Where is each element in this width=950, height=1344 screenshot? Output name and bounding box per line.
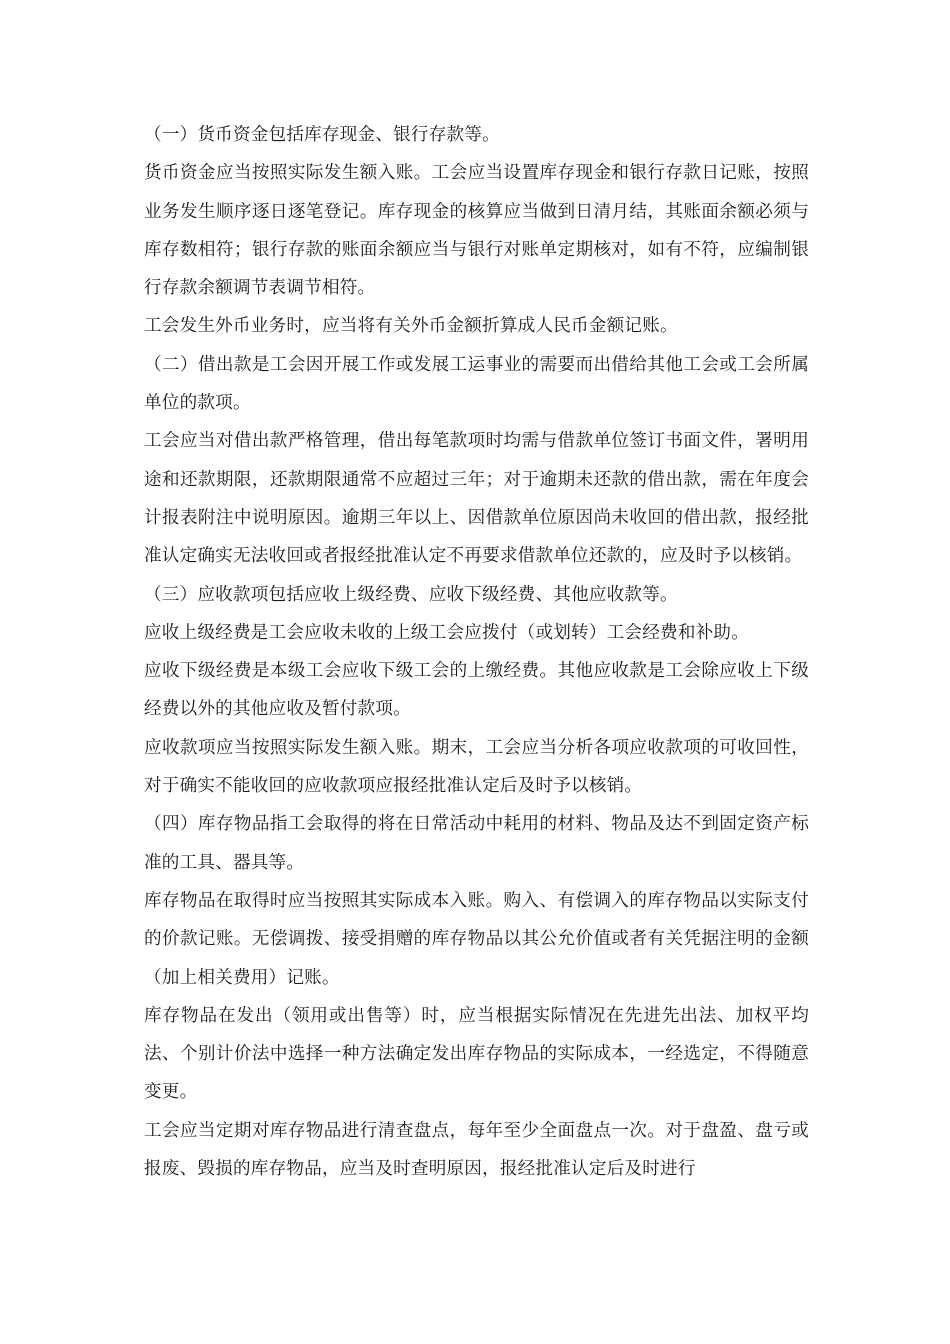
paragraph-receivables-heading: （三）应收款项包括应收上级经费、应收下级经费、其他应收款等。 (144, 584, 678, 605)
paragraph-inventory-heading: （四）库存物品指工会取得的将在日常活动中耗用的材料、物品及达不到固定资产标准的工具、器具等。 (144, 814, 809, 873)
paragraph-inventory-acquisition: 库存物品在取得时应当按照其实际成本入账。购入、有偿调入的库存物品以实际支付的价款记账。无偿调拨、接受捐赠的库存物品以其公允价值或者有关凭据注明的金额（加上相关费用）记账。 (144, 890, 809, 988)
paragraph-receivables-accounting: 应收款项应当按照实际发生额入账。期末，工会应当分析各项应收款项的可收回性，对于确实不能收回的应收款项应报经批准认定后及时予以核销。 (144, 737, 809, 797)
paragraph-receivable-upper-funds: 应收上级经费是工会应收未收的上级工会应拨付（或划转）工会经费和补助。 (144, 622, 749, 643)
paragraph-cash-funds-heading: （一）货币资金包括库存现金、银行存款等。 (144, 125, 500, 145)
paragraph-inventory-count: 工会应当定期对库存物品进行清查盘点，每年至少全面盘点一次。对于盘盈、盘亏或报废、毁损的库存物品，应当及时查明原因，报经批准认定后及时进行 (144, 1120, 809, 1180)
paragraph-foreign-currency: 工会发生外币业务时，应当将有关外币金额折算成人民币金额记账。 (144, 316, 678, 337)
paragraph-loans-heading: （二）借出款是工会因开展工作或发展工运事业的需要而出借给其他工会或工会所属单位的款项。 (144, 354, 809, 414)
paragraph-cash-funds-accounting: 货币资金应当按照实际发生额入账。工会应当设置库存现金和银行存款日记账，按照业务发生顺序逐日逐笔登记。库存现金的核算应当做到日清月结，其账面余额必须与库存数相符；银行存款的账面余额应当与银行对账单定期核对，如有不符，应编制银行存款余额调节表调节相符。 (144, 163, 809, 299)
paragraph-loans-management: 工会应当对借出款严格管理，借出每笔款项时均需与借款单位签订书面文件，署明用途和还款期限，还款期限通常不应超过三年；对于逾期未还款的借出款，需在年度会计报表附注中说明原因。逾期三年以上、因借款单位原因尚未收回的借出款，报经批准认定确实无法收回或者报经批准认定不再要求借款单位还款的，应及时予以核销。 (144, 431, 809, 567)
paragraph-receivable-lower-funds: 应收下级经费是本级工会应收下级工会的上缴经费。其他应收款是工会除应收上下级经费以外的其他应收及暂付款项。 (144, 661, 809, 720)
paragraph-inventory-issuance: 库存物品在发出（领用或出售等）时，应当根据实际情况在先进先出法、加权平均法、个别计价法中选择一种方法确定发出库存物品的实际成本，一经选定，不得随意变更。 (144, 1005, 809, 1103)
document-body (144, 116, 809, 1188)
